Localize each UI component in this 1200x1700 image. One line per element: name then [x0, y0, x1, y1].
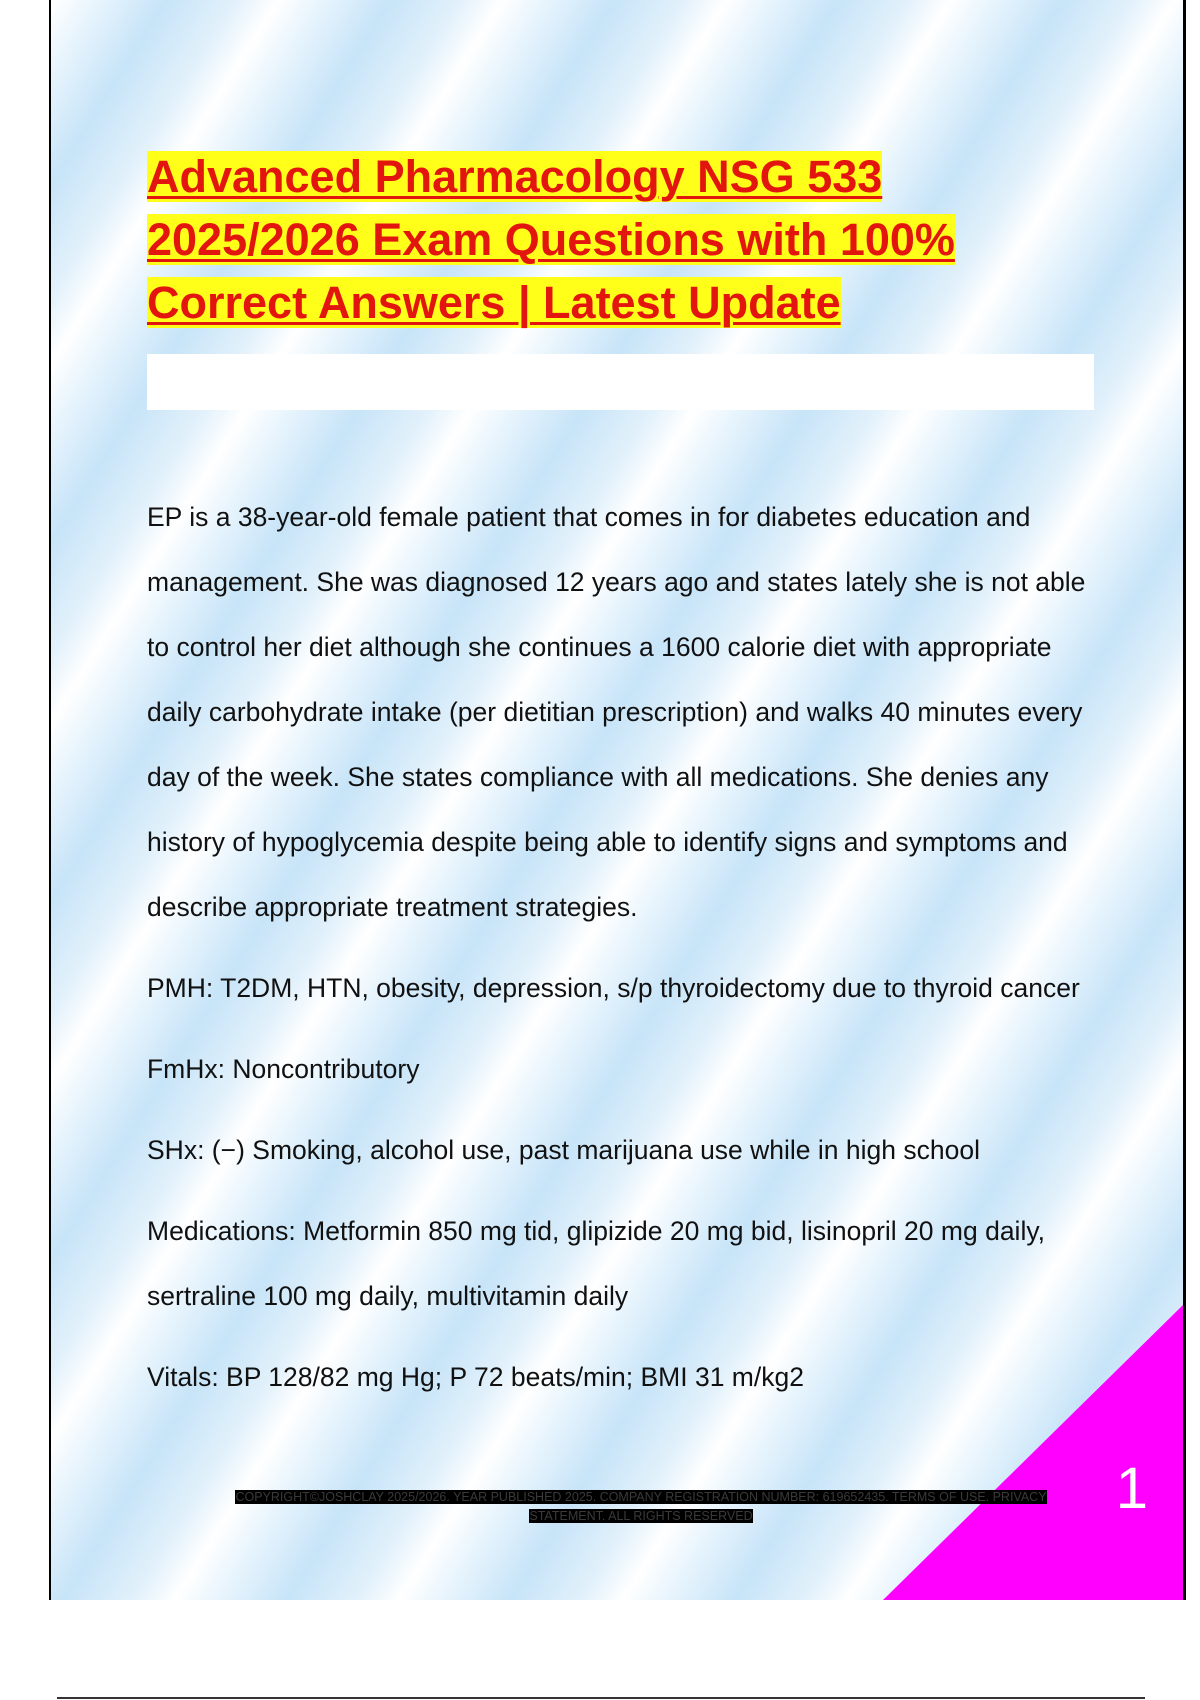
title-line: Advanced Pharmacology NSG 533 [147, 151, 883, 202]
page-number: 1 [1115, 1456, 1148, 1521]
case-intro-paragraph: EP is a 38-year-old female patient that comes in for diabetes education and management. She was diagnosed 12 years ago and states lately she is not able to control her diet although she continues a 1600 calorie diet with appropriate daily carbohydrate intake (per dietitian prescription) and walks 40 minutes every day of the week. She states compliance with all medications. She denies any history of hypoglycemia despite being able to identify signs and symptoms and describe appropriate treatment strategies. [147, 502, 1086, 922]
document-title [147, 145, 1047, 334]
title-line: Correct Answers | Latest Update [147, 277, 841, 328]
bottom-divider [57, 1697, 1145, 1699]
blank-banner [147, 354, 1094, 410]
vitals-paragraph: Vitals: BP 128/82 mg Hg; P 72 beats/min; BMI 31 m/kg2 [147, 1362, 804, 1392]
document-page [49, 0, 1186, 1600]
fmhx-paragraph: FmHx: Noncontributory [147, 1054, 420, 1084]
case-body [147, 485, 1107, 1426]
shx-paragraph: SHx: (−) Smoking, alcohol use, past marijuana use while in high school [147, 1135, 980, 1165]
title-line: 2025/2026 Exam Questions with 100% [147, 214, 955, 265]
copyright-text: COPYRIGHT©JOSHCLAY 2025/2026. YEAR PUBLISHED 2025. COMPANY REGISTRATION NUMBER: 619652435. TERMS OF USE. PRIVACY STATEMENT. ALL RIGHTS RESERVED [235, 1490, 1047, 1523]
medications-paragraph: Medications: Metformin 850 mg tid, glipizide 20 mg bid, lisinopril 20 mg daily, sertraline 100 mg daily, multivitamin daily [147, 1216, 1045, 1311]
copyright-notice [221, 1488, 1061, 1526]
pmh-paragraph: PMH: T2DM, HTN, obesity, depression, s/p thyroidectomy due to thyroid cancer [147, 973, 1080, 1003]
